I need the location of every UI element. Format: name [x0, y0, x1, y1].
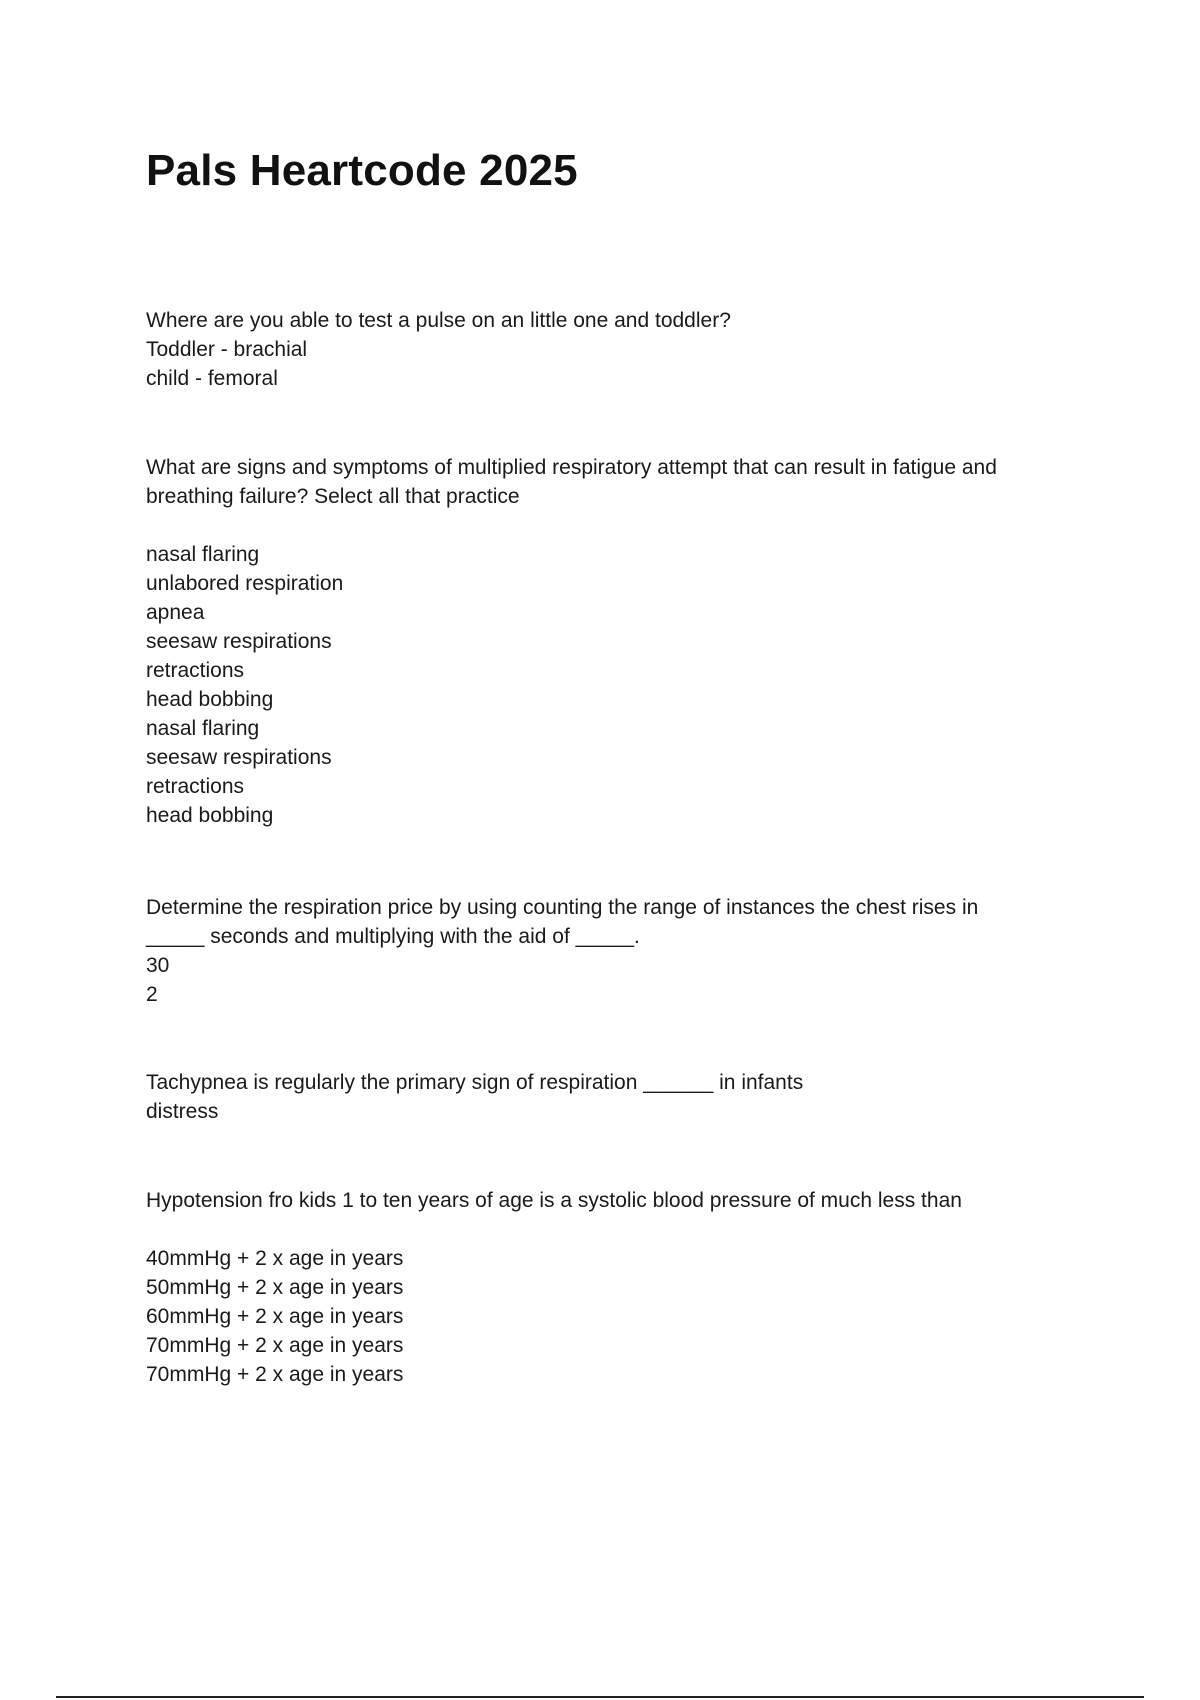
answer-item: child - femoral [146, 367, 278, 390]
answer-item: nasal flaring [146, 717, 260, 740]
question-block-5 [146, 1186, 1076, 1389]
spacer [146, 1215, 1076, 1244]
question-text: Hypotension fro kids 1 to ten years of age is a systolic blood pressure of much less than [146, 1189, 962, 1212]
answer-item: seesaw respirations [146, 630, 332, 653]
answer-item: 50mmHg + 2 x age in years [146, 1276, 404, 1299]
answer-item: seesaw respirations [146, 746, 332, 769]
answer-item: 60mmHg + 2 x age in years [146, 1305, 404, 1328]
answer-item: 40mmHg + 2 x age in years [146, 1247, 404, 1270]
answer-item: unlabored respiration [146, 572, 344, 595]
answer-item: 70mmHg + 2 x age in years [146, 1363, 404, 1386]
answer-item: head bobbing [146, 804, 274, 827]
answer-item: apnea [146, 601, 205, 624]
question-block-4 [146, 1068, 1076, 1126]
answer-item: retractions [146, 659, 245, 682]
question-text: Tachypnea is regularly the primary sign of respiration ______ in infants [146, 1071, 804, 1094]
page-title: Pals Heartcode 2025 [146, 146, 578, 195]
question-block-2 [146, 453, 1076, 830]
answer-item: head bobbing [146, 688, 274, 711]
footer-divider [56, 1696, 1144, 1698]
answer-item: retractions [146, 775, 245, 798]
answer-item: 70mmHg + 2 x age in years [146, 1334, 404, 1357]
question-block-3 [146, 893, 1076, 1009]
question-block-1 [146, 306, 1076, 393]
question-text: _____ seconds and multiplying with the aid of _____. [146, 925, 640, 948]
answer-item: 2 [146, 983, 158, 1006]
answer-item: nasal flaring [146, 543, 260, 566]
spacer [146, 511, 1076, 540]
answer-item: 30 [146, 954, 170, 977]
question-text: breathing failure? Select all that practice [146, 485, 520, 508]
answer-item: distress [146, 1100, 219, 1123]
question-text: Determine the respiration price by using counting the range of instances the chest rises in [146, 896, 979, 919]
question-text: What are signs and symptoms of multiplied respiratory attempt that can result in fatigue and [146, 456, 997, 479]
answer-item: Toddler - brachial [146, 338, 308, 361]
question-text: Where are you able to test a pulse on an little one and toddler? [146, 309, 731, 332]
